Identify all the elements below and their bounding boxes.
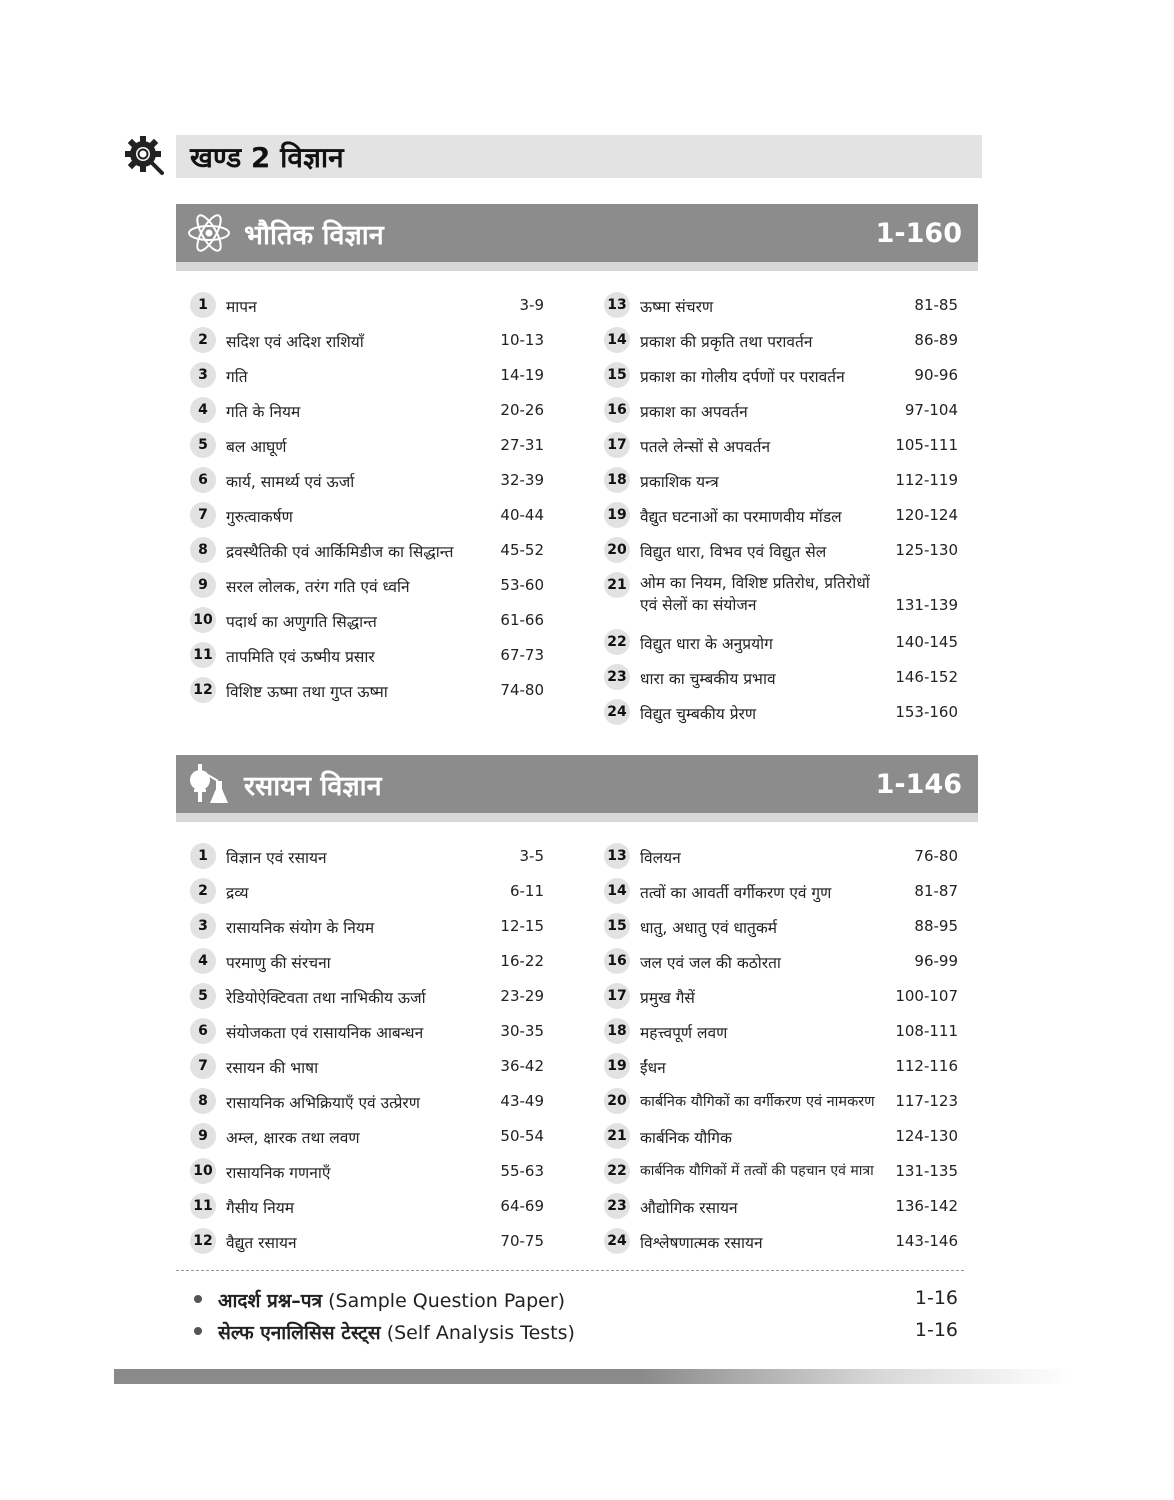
toc-row[interactable] [190,1084,562,1119]
toc-row[interactable] [604,428,976,463]
chapter-number: 9 [190,572,216,598]
extra-item-sample-paper[interactable] [192,1285,960,1315]
chapter-pages: 112-116 [895,1057,958,1075]
toc-row[interactable] [190,358,562,393]
chapter-title: द्रव्य [226,884,249,902]
toc-row[interactable] [604,1119,976,1154]
section-header-underline [176,262,978,271]
toc-row[interactable] [190,498,562,533]
chapter-pages: 16-22 [500,952,544,970]
chapter-title: सरल लोलक, तरंग गति एवं ध्वनि [226,578,410,596]
chapter-title: द्रवस्थैतिकी एवं आर्किमिडीज का सिद्धान्त [226,543,454,561]
chapter-title: तापमिति एवं ऊष्मीय प्रसार [226,648,375,666]
toc-row[interactable] [190,1224,562,1259]
chapter-title: कार्बनिक यौगिकों में तत्वों की पहचान एवं मात्रा [640,1163,874,1179]
toc-row[interactable] [190,1154,562,1189]
khand-title-bar [176,135,982,178]
toc-row[interactable] [604,393,976,428]
chapter-pages: 74-80 [500,681,544,699]
dashed-divider [176,1270,964,1271]
chapter-title: ईंधन [640,1059,666,1077]
gear-magnifier-icon [124,135,166,177]
toc-row[interactable] [190,288,562,323]
chapter-pages: 67-73 [500,646,544,664]
chapter-title: कार्य, सामर्थ्य एवं ऊर्जा [226,473,355,491]
chapter-number: 15 [604,913,630,939]
chapter-number: 12 [190,1228,216,1254]
chapter-title: वैद्युत घटनाओं का परमाणवीय मॉडल [640,508,842,526]
extra-pages: 1-16 [914,1319,958,1341]
chapter-pages: 30-35 [500,1022,544,1040]
chapter-pages: 86-89 [914,331,958,349]
chapter-number: 14 [604,327,630,353]
chapter-pages: 105-111 [895,436,958,454]
chapter-number: 17 [604,432,630,458]
chapter-number: 12 [190,677,216,703]
toc-row[interactable] [190,603,562,638]
chapter-title: जल एवं जल की कठोरता [640,954,781,972]
chapter-number: 3 [190,913,216,939]
chapter-title: विज्ञान एवं रसायन [226,849,327,867]
chapter-number: 4 [190,948,216,974]
chapter-number: 15 [604,362,630,388]
chapter-number: 22 [604,1158,630,1184]
chapter-pages: 36-42 [500,1057,544,1075]
toc-row[interactable] [604,1084,976,1119]
toc-row[interactable] [190,1189,562,1224]
chapter-title: धातु, अधातु एवं धातुकर्म [640,919,778,937]
chapter-title: पतले लेन्सों से अपवर्तन [640,438,771,456]
extra-title-english: (Sample Question Paper) [322,1290,566,1312]
khand-title: खण्ड 2 विज्ञान [190,140,344,174]
chapter-title: प्रकाशिक यन्त्र [640,473,719,491]
chapter-number: 16 [604,948,630,974]
chapter-number: 10 [190,1158,216,1184]
bullet-icon [194,1295,202,1303]
chapter-number: 21 [604,572,630,598]
chapter-title: संयोजकता एवं रासायनिक आबन्धन [226,1024,424,1042]
chapter-pages: 55-63 [500,1162,544,1180]
chapter-number: 20 [604,537,630,563]
chapter-number: 2 [190,878,216,904]
toc-row[interactable] [190,1049,562,1084]
chapter-number: 11 [190,1193,216,1219]
chapter-title: रसायन की भाषा [226,1059,319,1077]
chapter-pages: 117-123 [895,1092,958,1110]
toc-row[interactable] [190,839,562,874]
toc-row[interactable] [604,568,976,624]
chapter-number: 7 [190,502,216,528]
chapter-pages: 3-9 [519,296,544,314]
toc-row[interactable] [604,625,976,660]
physics-section-header [176,204,978,262]
toc-row[interactable] [604,1224,976,1259]
chapter-title: कार्बनिक यौगिक [640,1129,732,1147]
chapter-number: 8 [190,1088,216,1114]
chapter-pages: 61-66 [500,611,544,629]
chapter-title: रासायनिक अभिक्रियाएँ एवं उत्प्रेरण [226,1094,420,1112]
chapter-pages: 140-145 [895,633,958,651]
chapter-title: अम्ल, क्षारक तथा लवण [226,1129,360,1147]
toc-row[interactable] [190,393,562,428]
toc-row[interactable] [190,944,562,979]
chapter-pages: 53-60 [500,576,544,594]
section-page-range: 1-146 [875,768,962,800]
chapter-title: ओम का नियम, विशिष्ट प्रतिरोध, प्रतिरोधों एवं सेलों का संयोजन [640,574,870,614]
chapter-pages: 12-15 [500,917,544,935]
chapter-title: प्रकाश का गोलीय दर्पणों पर परावर्तन [640,368,845,386]
extra-title-hindi: आदर्श प्रश्न–पत्र [218,1290,323,1312]
chapter-title: रासायनिक संयोग के नियम [226,919,375,937]
section-page-range: 1-160 [875,217,962,249]
toc-row[interactable] [190,428,562,463]
extra-pages: 1-16 [914,1287,958,1309]
toc-row[interactable] [604,358,976,393]
toc-row[interactable] [604,874,976,909]
chapter-number: 1 [190,843,216,869]
toc-row[interactable] [190,1119,562,1154]
chapter-title: बल आघूर्ण [226,438,287,456]
chapter-title: रेडियोऐक्टिवता तथा नाभिकीय ऊर्जा [226,989,426,1007]
toc-row[interactable] [604,695,976,730]
chapter-pages: 97-104 [904,401,958,419]
chapter-pages: 10-13 [500,331,544,349]
extra-title-english: (Self Analysis Tests) [380,1322,575,1344]
chapter-title: विद्युत धारा, विभव एवं विद्युत सेल [640,543,827,561]
chapter-pages: 70-75 [500,1232,544,1250]
chapter-pages: 100-107 [895,987,958,1005]
chapter-pages: 27-31 [500,436,544,454]
chapter-title: विद्युत चुम्बकीय प्रेरण [640,705,757,723]
chapter-number: 14 [604,878,630,904]
toc-row[interactable] [604,839,976,874]
chapter-number: 19 [604,502,630,528]
chapter-title: प्रकाश की प्रकृति तथा परावर्तन [640,333,813,351]
chapter-title: औद्योगिक रसायन [640,1199,738,1217]
toc-row[interactable] [604,288,976,323]
section-header-underline [176,813,978,822]
toc-row[interactable] [604,909,976,944]
chapter-title: प्रकाश का अपवर्तन [640,403,748,421]
chapter-pages: 108-111 [895,1022,958,1040]
chapter-number: 13 [604,843,630,869]
chemistry-flask-icon [186,761,232,807]
toc-row[interactable] [604,1049,976,1084]
extra-item-self-analysis[interactable] [192,1317,960,1347]
chapter-title: गैसीय नियम [226,1199,295,1217]
chapter-pages: 131-139 [895,596,958,614]
chapter-title: गति के नियम [226,403,301,421]
extra-title [218,1319,575,1345]
extra-title [218,1287,565,1313]
chapter-pages: 146-152 [895,668,958,686]
chapter-title: परमाणु की संरचना [226,954,331,972]
chapter-number: 18 [604,1018,630,1044]
chapter-title: रासायनिक गणनाएँ [226,1164,331,1182]
chapter-number: 21 [604,1123,630,1149]
chapter-title: गति [226,368,248,386]
chapter-pages: 43-49 [500,1092,544,1110]
chapter-pages: 120-124 [895,506,958,524]
chapter-pages: 64-69 [500,1197,544,1215]
chapter-pages: 136-142 [895,1197,958,1215]
chapter-number: 16 [604,397,630,423]
chapter-pages: 20-26 [500,401,544,419]
toc-row[interactable] [604,498,976,533]
chapter-title: सदिश एवं अदिश राशियाँ [226,333,364,351]
chapter-title: पदार्थ का अणुगति सिद्धान्त [226,613,377,631]
toc-row[interactable] [604,1189,976,1224]
chapter-pages: 112-119 [895,471,958,489]
section-title: रसायन विज्ञान [244,770,382,802]
chapter-pages: 143-146 [895,1232,958,1250]
chapter-pages: 153-160 [895,703,958,721]
chapter-title: विद्युत धारा के अनुप्रयोग [640,635,773,653]
chapter-pages: 32-39 [500,471,544,489]
chapter-title: महत्त्वपूर्ण लवण [640,1024,728,1042]
extra-title-hindi: सेल्फ एनालिसिस टेस्ट्स [218,1322,381,1344]
chapter-pages: 76-80 [914,847,958,865]
toc-row[interactable] [190,979,562,1014]
chapter-pages: 96-99 [914,952,958,970]
chapter-number: 4 [190,397,216,423]
chapter-number: 23 [604,1193,630,1219]
toc-row[interactable] [190,673,562,708]
footer-bar [114,1369,1070,1384]
chapter-number: 10 [190,607,216,633]
chapter-pages: 50-54 [500,1127,544,1145]
chapter-number: 9 [190,1123,216,1149]
chapter-title: मापन [226,298,257,316]
chapter-title: विश्लेषणात्मक रसायन [640,1234,763,1252]
toc-row[interactable] [604,323,976,358]
toc-row[interactable] [190,1014,562,1049]
chapter-title: प्रमुख गैसें [640,989,695,1007]
chapter-pages: 131-135 [895,1162,958,1180]
chapter-number: 3 [190,362,216,388]
chapter-number: 7 [190,1053,216,1079]
toc-row[interactable] [190,323,562,358]
chapter-title: विलयन [640,849,681,867]
toc-row[interactable] [190,874,562,909]
chapter-title: विशिष्ट ऊष्मा तथा गुप्त ऊष्मा [226,683,388,701]
toc-row[interactable] [604,463,976,498]
chapter-number: 23 [604,664,630,690]
chapter-pages: 81-85 [914,296,958,314]
section-title: भौतिक विज्ञान [244,219,384,251]
toc-row[interactable] [604,533,976,568]
chapter-number: 2 [190,327,216,353]
chapter-number: 11 [190,642,216,668]
bullet-icon [194,1327,202,1335]
toc-row[interactable] [604,660,976,695]
toc-row[interactable] [190,463,562,498]
chapter-title: ऊष्मा संचरण [640,298,714,316]
chapter-title: धारा का चुम्बकीय प्रभाव [640,670,776,688]
chapter-number: 1 [190,292,216,318]
chapter-pages: 45-52 [500,541,544,559]
atom-icon [186,210,232,256]
chapter-title: तत्वों का आवर्ती वर्गीकरण एवं गुण [640,884,832,902]
toc-row[interactable] [604,944,976,979]
chapter-pages: 88-95 [914,917,958,935]
chapter-pages: 14-19 [500,366,544,384]
chapter-number: 18 [604,467,630,493]
chapter-pages: 90-96 [914,366,958,384]
chapter-title: कार्बनिक यौगिकों का वर्गीकरण एवं नामकरण [640,1094,875,1110]
chapter-number: 24 [604,699,630,725]
chapter-number: 5 [190,432,216,458]
chemistry-section-header [176,755,978,813]
toc-row[interactable] [604,1014,976,1049]
toc-row[interactable] [190,533,562,568]
chapter-number: 13 [604,292,630,318]
chapter-pages: 6-11 [509,882,544,900]
chapter-title: गुरुत्वाकर्षण [226,508,293,526]
toc-row[interactable] [190,638,562,673]
chapter-number: 5 [190,983,216,1009]
toc-row[interactable] [190,568,562,603]
chapter-number: 6 [190,1018,216,1044]
toc-row[interactable] [604,979,976,1014]
chapter-pages: 124-130 [895,1127,958,1145]
chapter-number: 6 [190,467,216,493]
chapter-pages: 40-44 [500,506,544,524]
chapter-pages: 81-87 [914,882,958,900]
toc-row[interactable] [190,909,562,944]
chapter-pages: 125-130 [895,541,958,559]
chapter-pages: 23-29 [500,987,544,1005]
chapter-number: 19 [604,1053,630,1079]
chapter-pages: 3-5 [519,847,544,865]
chapter-number: 22 [604,629,630,655]
toc-row[interactable] [604,1154,976,1189]
chapter-title: वैद्युत रसायन [226,1234,297,1252]
chapter-number: 24 [604,1228,630,1254]
chapter-number: 17 [604,983,630,1009]
chapter-number: 20 [604,1088,630,1114]
chapter-number: 8 [190,537,216,563]
